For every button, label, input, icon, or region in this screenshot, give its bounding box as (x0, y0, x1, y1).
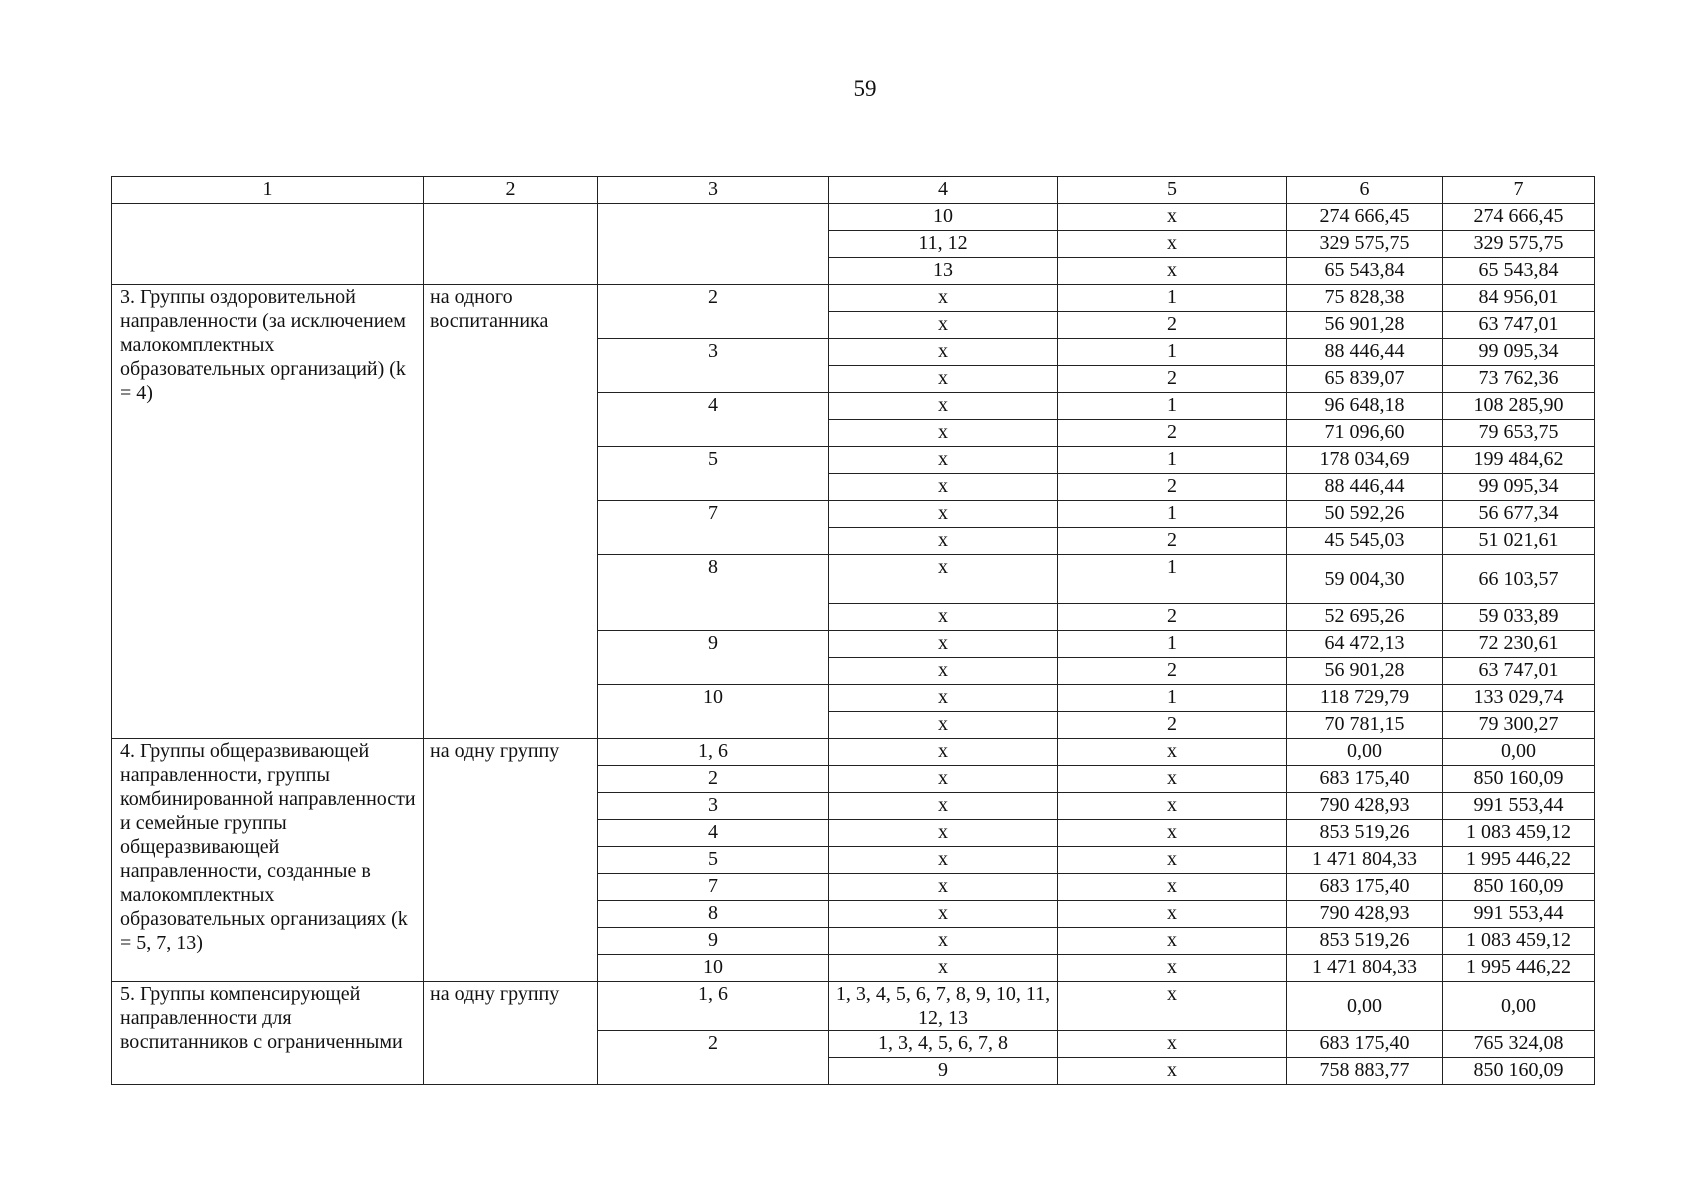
table-cell: 65 543,84 (1443, 258, 1595, 285)
table-cell: 51 021,61 (1443, 528, 1595, 555)
table-cell: 50 592,26 (1287, 501, 1443, 528)
table-cell: 853 519,26 (1287, 928, 1443, 955)
table-cell: x (1058, 204, 1287, 231)
table-cell: 63 747,01 (1443, 658, 1595, 685)
table-cell: 1 083 459,12 (1443, 820, 1595, 847)
rates-table (111, 176, 1595, 1085)
table-cell: 274 666,45 (1443, 204, 1595, 231)
table-cell: 7 (598, 874, 829, 901)
table-cell: 765 324,08 (1443, 1031, 1595, 1058)
table-cell: 10 (829, 204, 1058, 231)
table-cell: x (1058, 847, 1287, 874)
table-cell: 2 (1058, 420, 1287, 447)
table-cell: 329 575,75 (1443, 231, 1595, 258)
table-cell: x (829, 793, 1058, 820)
table-cell: 5 (598, 447, 829, 501)
table-cell: 8 (598, 555, 829, 631)
table-cell: x (829, 366, 1058, 393)
table-cell: 1 (1058, 447, 1287, 474)
unit-cell: на одного воспитанника (424, 285, 598, 739)
table-cell: 56 901,28 (1287, 658, 1443, 685)
table-cell: 2 (1058, 658, 1287, 685)
table-cell: x (829, 555, 1058, 604)
table-cell: 1 (1058, 285, 1287, 312)
header-row (112, 177, 1595, 204)
table-cell: 991 553,44 (1443, 793, 1595, 820)
table-cell: 88 446,44 (1287, 474, 1443, 501)
table-cell: 79 653,75 (1443, 420, 1595, 447)
column-header: 7 (1443, 177, 1595, 204)
table-cell: 683 175,40 (1287, 766, 1443, 793)
table-cell: x (829, 847, 1058, 874)
table-cell: 118 729,79 (1287, 685, 1443, 712)
table-cell: 758 883,77 (1287, 1058, 1443, 1085)
table-cell: 1, 6 (598, 982, 829, 1031)
table-cell: 99 095,34 (1443, 474, 1595, 501)
table-cell: 178 034,69 (1287, 447, 1443, 474)
table-cell: 2 (598, 285, 829, 339)
table-cell: 1 (1058, 555, 1287, 604)
table-cell: 71 096,60 (1287, 420, 1443, 447)
table-cell: x (829, 393, 1058, 420)
table-cell: x (829, 928, 1058, 955)
table-cell: x (1058, 901, 1287, 928)
column-header: 1 (112, 177, 424, 204)
table-cell: 3 (598, 793, 829, 820)
table-cell: 3 (598, 339, 829, 393)
table-cell: x (829, 339, 1058, 366)
table-cell: 1, 6 (598, 739, 829, 766)
table-cell: 88 446,44 (1287, 339, 1443, 366)
table-cell: 991 553,44 (1443, 901, 1595, 928)
table-cell: 1 995 446,22 (1443, 955, 1595, 982)
group-type-cell: 4. Группы общеразвивающей направленности, группы комбинированной направленности и семейные группы общеразвивающей направленности, созданные в малокомплектных образовательных организациях (k = 5, 7, 13) (112, 739, 424, 982)
table-cell: 2 (598, 766, 829, 793)
table-cell: 8 (598, 901, 829, 928)
table-cell: x (1058, 739, 1287, 766)
table-cell: 1 (1058, 685, 1287, 712)
table-cell: 7 (598, 501, 829, 555)
table-cell: 9 (829, 1058, 1058, 1085)
table-cell: 2 (1058, 312, 1287, 339)
table-row (112, 982, 1595, 1031)
table-cell: x (829, 874, 1058, 901)
table-cell: 1 471 804,33 (1287, 847, 1443, 874)
table-row (112, 204, 1595, 231)
table-cell: x (1058, 231, 1287, 258)
table-cell: 108 285,90 (1443, 393, 1595, 420)
table-cell: x (829, 739, 1058, 766)
table-cell: x (1058, 1031, 1287, 1058)
table-cell: x (829, 285, 1058, 312)
table-cell: 59 033,89 (1443, 604, 1595, 631)
table-cell: x (829, 766, 1058, 793)
table-cell: x (1058, 793, 1287, 820)
table-cell: 56 677,34 (1443, 501, 1595, 528)
table-cell: 0,00 (1287, 739, 1443, 766)
table-cell: x (829, 420, 1058, 447)
table-cell: 99 095,34 (1443, 339, 1595, 366)
table-cell: 9 (598, 928, 829, 955)
table-cell: x (1058, 955, 1287, 982)
table-cell: 2 (1058, 528, 1287, 555)
table-cell: 5 (598, 847, 829, 874)
empty-cell (112, 204, 424, 285)
group-type-cell: 5. Группы компенсирующей направленности для воспитанников с ограниченными (112, 982, 424, 1085)
table-cell: 0,00 (1443, 982, 1595, 1031)
table-cell: 52 695,26 (1287, 604, 1443, 631)
table-cell: x (1058, 982, 1287, 1031)
table-cell: x (829, 901, 1058, 928)
table-cell: 65 543,84 (1287, 258, 1443, 285)
table-cell: x (829, 955, 1058, 982)
table-cell: 9 (598, 631, 829, 685)
table-cell: x (829, 312, 1058, 339)
table-cell: 2 (598, 1031, 829, 1085)
table-cell: x (829, 604, 1058, 631)
table-cell: x (829, 820, 1058, 847)
table-cell: 1 995 446,22 (1443, 847, 1595, 874)
table-cell: 72 230,61 (1443, 631, 1595, 658)
table-cell: 1 (1058, 501, 1287, 528)
empty-cell (424, 204, 598, 285)
table-cell: 2 (1058, 474, 1287, 501)
table-cell: 64 472,13 (1287, 631, 1443, 658)
column-header: 4 (829, 177, 1058, 204)
table-cell: 1, 3, 4, 5, 6, 7, 8, 9, 10, 11, 12, 13 (829, 982, 1058, 1031)
table-cell: 1 083 459,12 (1443, 928, 1595, 955)
table-cell: x (1058, 820, 1287, 847)
table-cell: 65 839,07 (1287, 366, 1443, 393)
table-cell: 850 160,09 (1443, 874, 1595, 901)
table-cell: 66 103,57 (1443, 555, 1595, 604)
column-header: 5 (1058, 177, 1287, 204)
table-row (112, 739, 1595, 766)
table-cell: 4 (598, 820, 829, 847)
table-cell: 790 428,93 (1287, 793, 1443, 820)
table-cell: 0,00 (1287, 982, 1443, 1031)
table-cell: 850 160,09 (1443, 766, 1595, 793)
unit-cell: на одну группу (424, 739, 598, 982)
table-cell: 683 175,40 (1287, 1031, 1443, 1058)
table-cell: x (829, 631, 1058, 658)
table-cell: 2 (1058, 712, 1287, 739)
table-cell: x (829, 658, 1058, 685)
table-cell: 96 648,18 (1287, 393, 1443, 420)
table-cell: 790 428,93 (1287, 901, 1443, 928)
table-cell: x (1058, 928, 1287, 955)
table-cell: x (1058, 1058, 1287, 1085)
table-cell: 10 (598, 955, 829, 982)
column-header: 2 (424, 177, 598, 204)
table-cell: 79 300,27 (1443, 712, 1595, 739)
table-cell: x (1058, 766, 1287, 793)
table-cell: 10 (598, 685, 829, 739)
table-cell: 853 519,26 (1287, 820, 1443, 847)
group-type-cell: 3. Группы оздоровительной направленности (за исключением малокомплектных образовательных организаций) (k = 4) (112, 285, 424, 739)
table-cell: x (1058, 874, 1287, 901)
table-cell: 73 762,36 (1443, 366, 1595, 393)
table-cell: 75 828,38 (1287, 285, 1443, 312)
table-cell: x (829, 712, 1058, 739)
table-cell: x (1058, 258, 1287, 285)
table-cell: 13 (829, 258, 1058, 285)
table-cell: 683 175,40 (1287, 874, 1443, 901)
table-cell: x (829, 685, 1058, 712)
table-cell: x (829, 447, 1058, 474)
table-cell: 1 471 804,33 (1287, 955, 1443, 982)
table-cell: 1 (1058, 393, 1287, 420)
table-cell: 4 (598, 393, 829, 447)
table-cell: 1 (1058, 631, 1287, 658)
table-cell: 1, 3, 4, 5, 6, 7, 8 (829, 1031, 1058, 1058)
table-cell: 329 575,75 (1287, 231, 1443, 258)
table-cell: 84 956,01 (1443, 285, 1595, 312)
column-header: 6 (1287, 177, 1443, 204)
table-cell: 59 004,30 (1287, 555, 1443, 604)
page-number: 59 (853, 76, 877, 101)
table-cell: 850 160,09 (1443, 1058, 1595, 1085)
table-cell: x (829, 474, 1058, 501)
table-cell: 70 781,15 (1287, 712, 1443, 739)
empty-cell (598, 204, 829, 285)
table-cell: 45 545,03 (1287, 528, 1443, 555)
table-cell: 2 (1058, 604, 1287, 631)
table-cell: x (829, 528, 1058, 555)
table-cell: x (829, 501, 1058, 528)
table-cell: 2 (1058, 366, 1287, 393)
table-cell: 56 901,28 (1287, 312, 1443, 339)
column-header: 3 (598, 177, 829, 204)
table-cell: 63 747,01 (1443, 312, 1595, 339)
table-cell: 1 (1058, 339, 1287, 366)
table-cell: 11, 12 (829, 231, 1058, 258)
table-cell: 133 029,74 (1443, 685, 1595, 712)
table-cell: 0,00 (1443, 739, 1595, 766)
table-row (112, 285, 1595, 312)
unit-cell: на одну группу (424, 982, 598, 1085)
table-cell: 199 484,62 (1443, 447, 1595, 474)
table-cell: 274 666,45 (1287, 204, 1443, 231)
